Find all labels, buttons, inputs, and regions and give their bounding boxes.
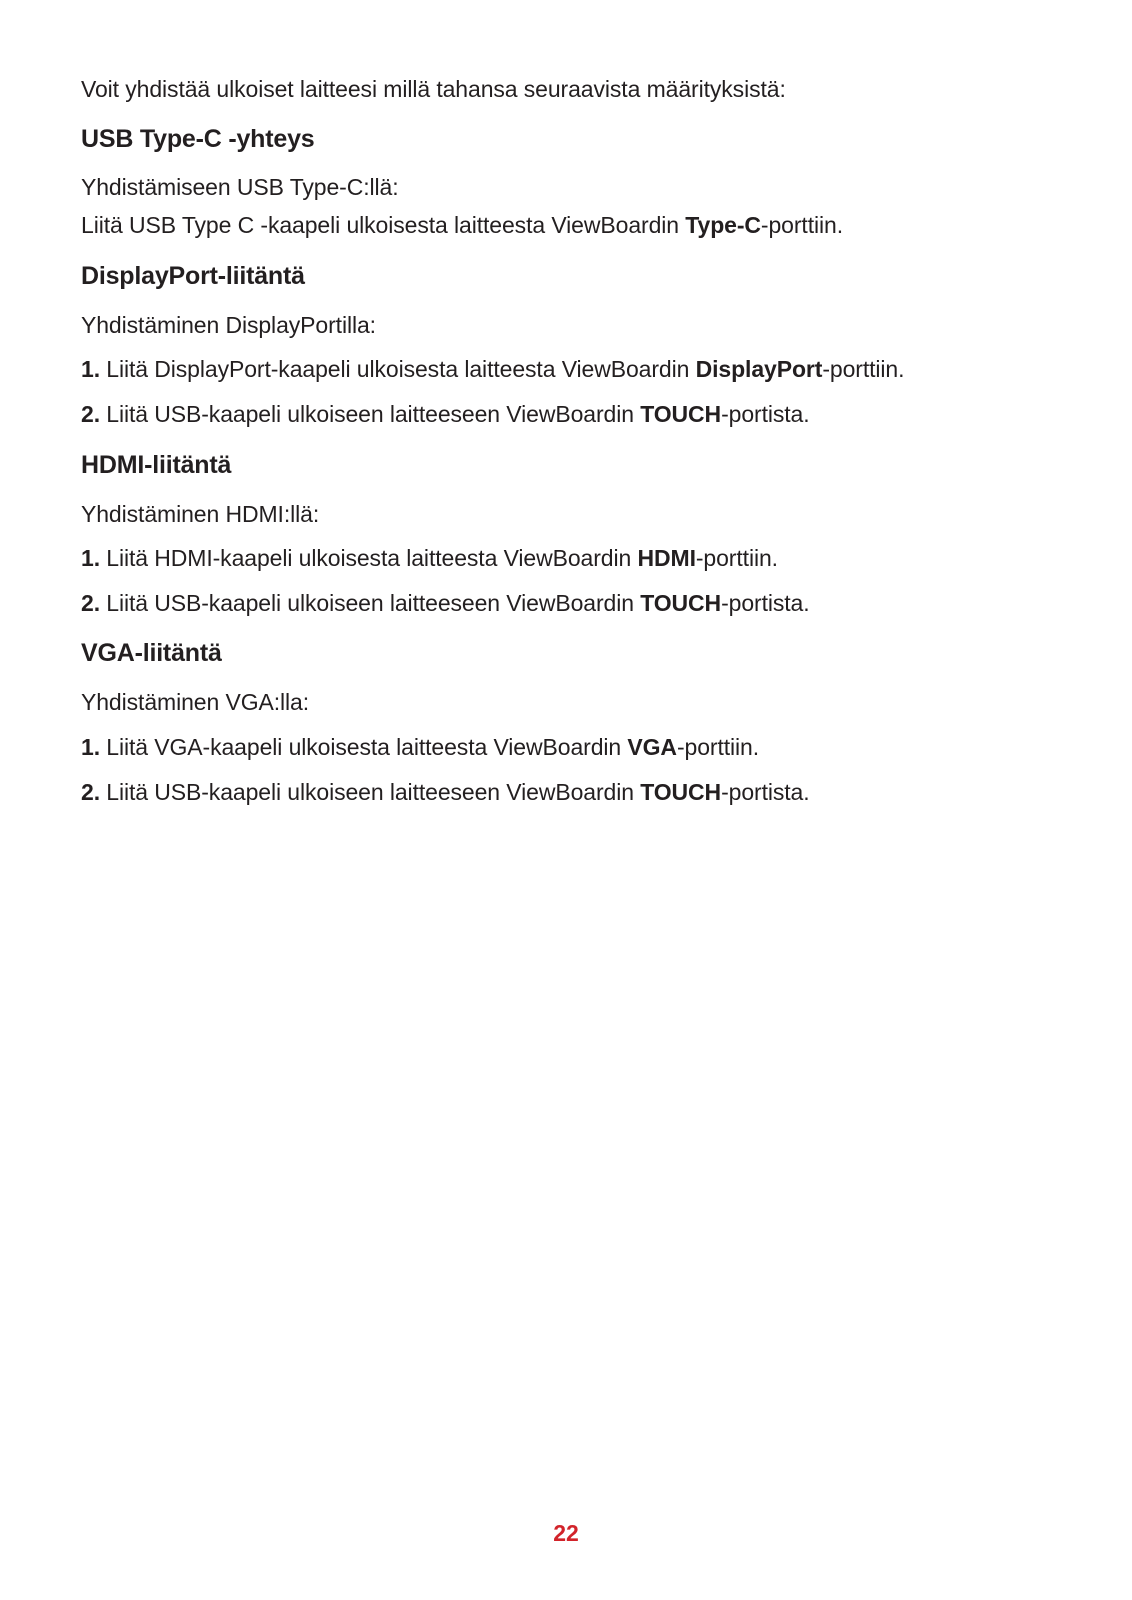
step-suffix: -portista. bbox=[721, 778, 810, 805]
section-heading-displayport: DisplayPort-liitäntä bbox=[81, 261, 305, 290]
port-name-touch: TOUCH bbox=[640, 778, 722, 805]
intro-text: Voit yhdistää ulkoiset laitteesi millä tahansa seuraavista määrityksistä: bbox=[81, 76, 786, 102]
port-name-type-c: Type-C bbox=[685, 212, 761, 239]
port-name-vga: VGA bbox=[627, 733, 677, 760]
section-lead-displayport: Yhdistäminen DisplayPortilla: bbox=[81, 311, 376, 338]
step-suffix: -porttiin. bbox=[676, 733, 760, 760]
step-2-displayport bbox=[81, 401, 1061, 429]
step-1-vga bbox=[81, 734, 1061, 762]
port-name-touch: TOUCH bbox=[640, 589, 722, 616]
step-1-displayport bbox=[81, 356, 1061, 384]
page-number: 22 bbox=[553, 1520, 579, 1546]
instruction-usb-type-c bbox=[81, 212, 1061, 240]
step-1-hdmi bbox=[81, 545, 1061, 573]
instruction-suffix: -porttiin. bbox=[760, 212, 844, 239]
section-heading-vga: VGA-liitäntä bbox=[81, 639, 222, 668]
step-text: Liitä HDMI-kaapeli ulkoisesta laitteesta ViewBoardin bbox=[99, 545, 638, 572]
step-number: 1. bbox=[81, 356, 100, 383]
section-usb-type-c bbox=[81, 124, 1061, 240]
instruction-text: Liitä USB Type C -kaapeli ulkoisesta laitteesta ViewBoardin bbox=[81, 212, 686, 239]
section-lead-vga: Yhdistäminen VGA:lla: bbox=[81, 689, 310, 716]
step-number: 2. bbox=[81, 778, 100, 805]
step-number: 1. bbox=[81, 733, 100, 760]
port-name-touch: TOUCH bbox=[640, 400, 722, 427]
step-2-vga bbox=[81, 779, 1061, 807]
section-lead-usb-type-c: Yhdistämiseen USB Type-C:llä: bbox=[81, 173, 399, 200]
step-text: Liitä USB-kaapeli ulkoiseen laitteeseen ViewBoardin bbox=[99, 778, 641, 805]
port-name-hdmi: HDMI bbox=[637, 545, 696, 572]
section-vga bbox=[81, 638, 1061, 806]
section-lead-hdmi: Yhdistäminen HDMI:llä: bbox=[81, 500, 320, 527]
step-text: Liitä USB-kaapeli ulkoiseen laitteeseen ViewBoardin bbox=[99, 400, 641, 427]
step-text: Liitä VGA-kaapeli ulkoisesta laitteesta ViewBoardin bbox=[99, 733, 628, 760]
step-text: Liitä USB-kaapeli ulkoiseen laitteeseen ViewBoardin bbox=[99, 589, 641, 616]
step-number: 2. bbox=[81, 400, 100, 427]
step-2-hdmi bbox=[81, 590, 1061, 618]
step-suffix: -portista. bbox=[721, 400, 810, 427]
section-hdmi bbox=[81, 450, 1061, 618]
step-number: 1. bbox=[81, 545, 100, 572]
document-page bbox=[81, 70, 1061, 806]
step-suffix: -portista. bbox=[721, 589, 810, 616]
step-number: 2. bbox=[81, 589, 100, 616]
step-text: Liitä DisplayPort-kaapeli ulkoisesta laitteesta ViewBoardin bbox=[99, 356, 696, 383]
section-heading-usb-type-c: USB Type-C -yhteys bbox=[81, 124, 315, 153]
port-name-displayport: DisplayPort bbox=[695, 356, 823, 383]
step-suffix: -porttiin. bbox=[695, 545, 778, 572]
section-displayport bbox=[81, 261, 1061, 429]
section-heading-hdmi: HDMI-liitäntä bbox=[81, 450, 232, 479]
step-suffix: -porttiin. bbox=[822, 356, 905, 383]
